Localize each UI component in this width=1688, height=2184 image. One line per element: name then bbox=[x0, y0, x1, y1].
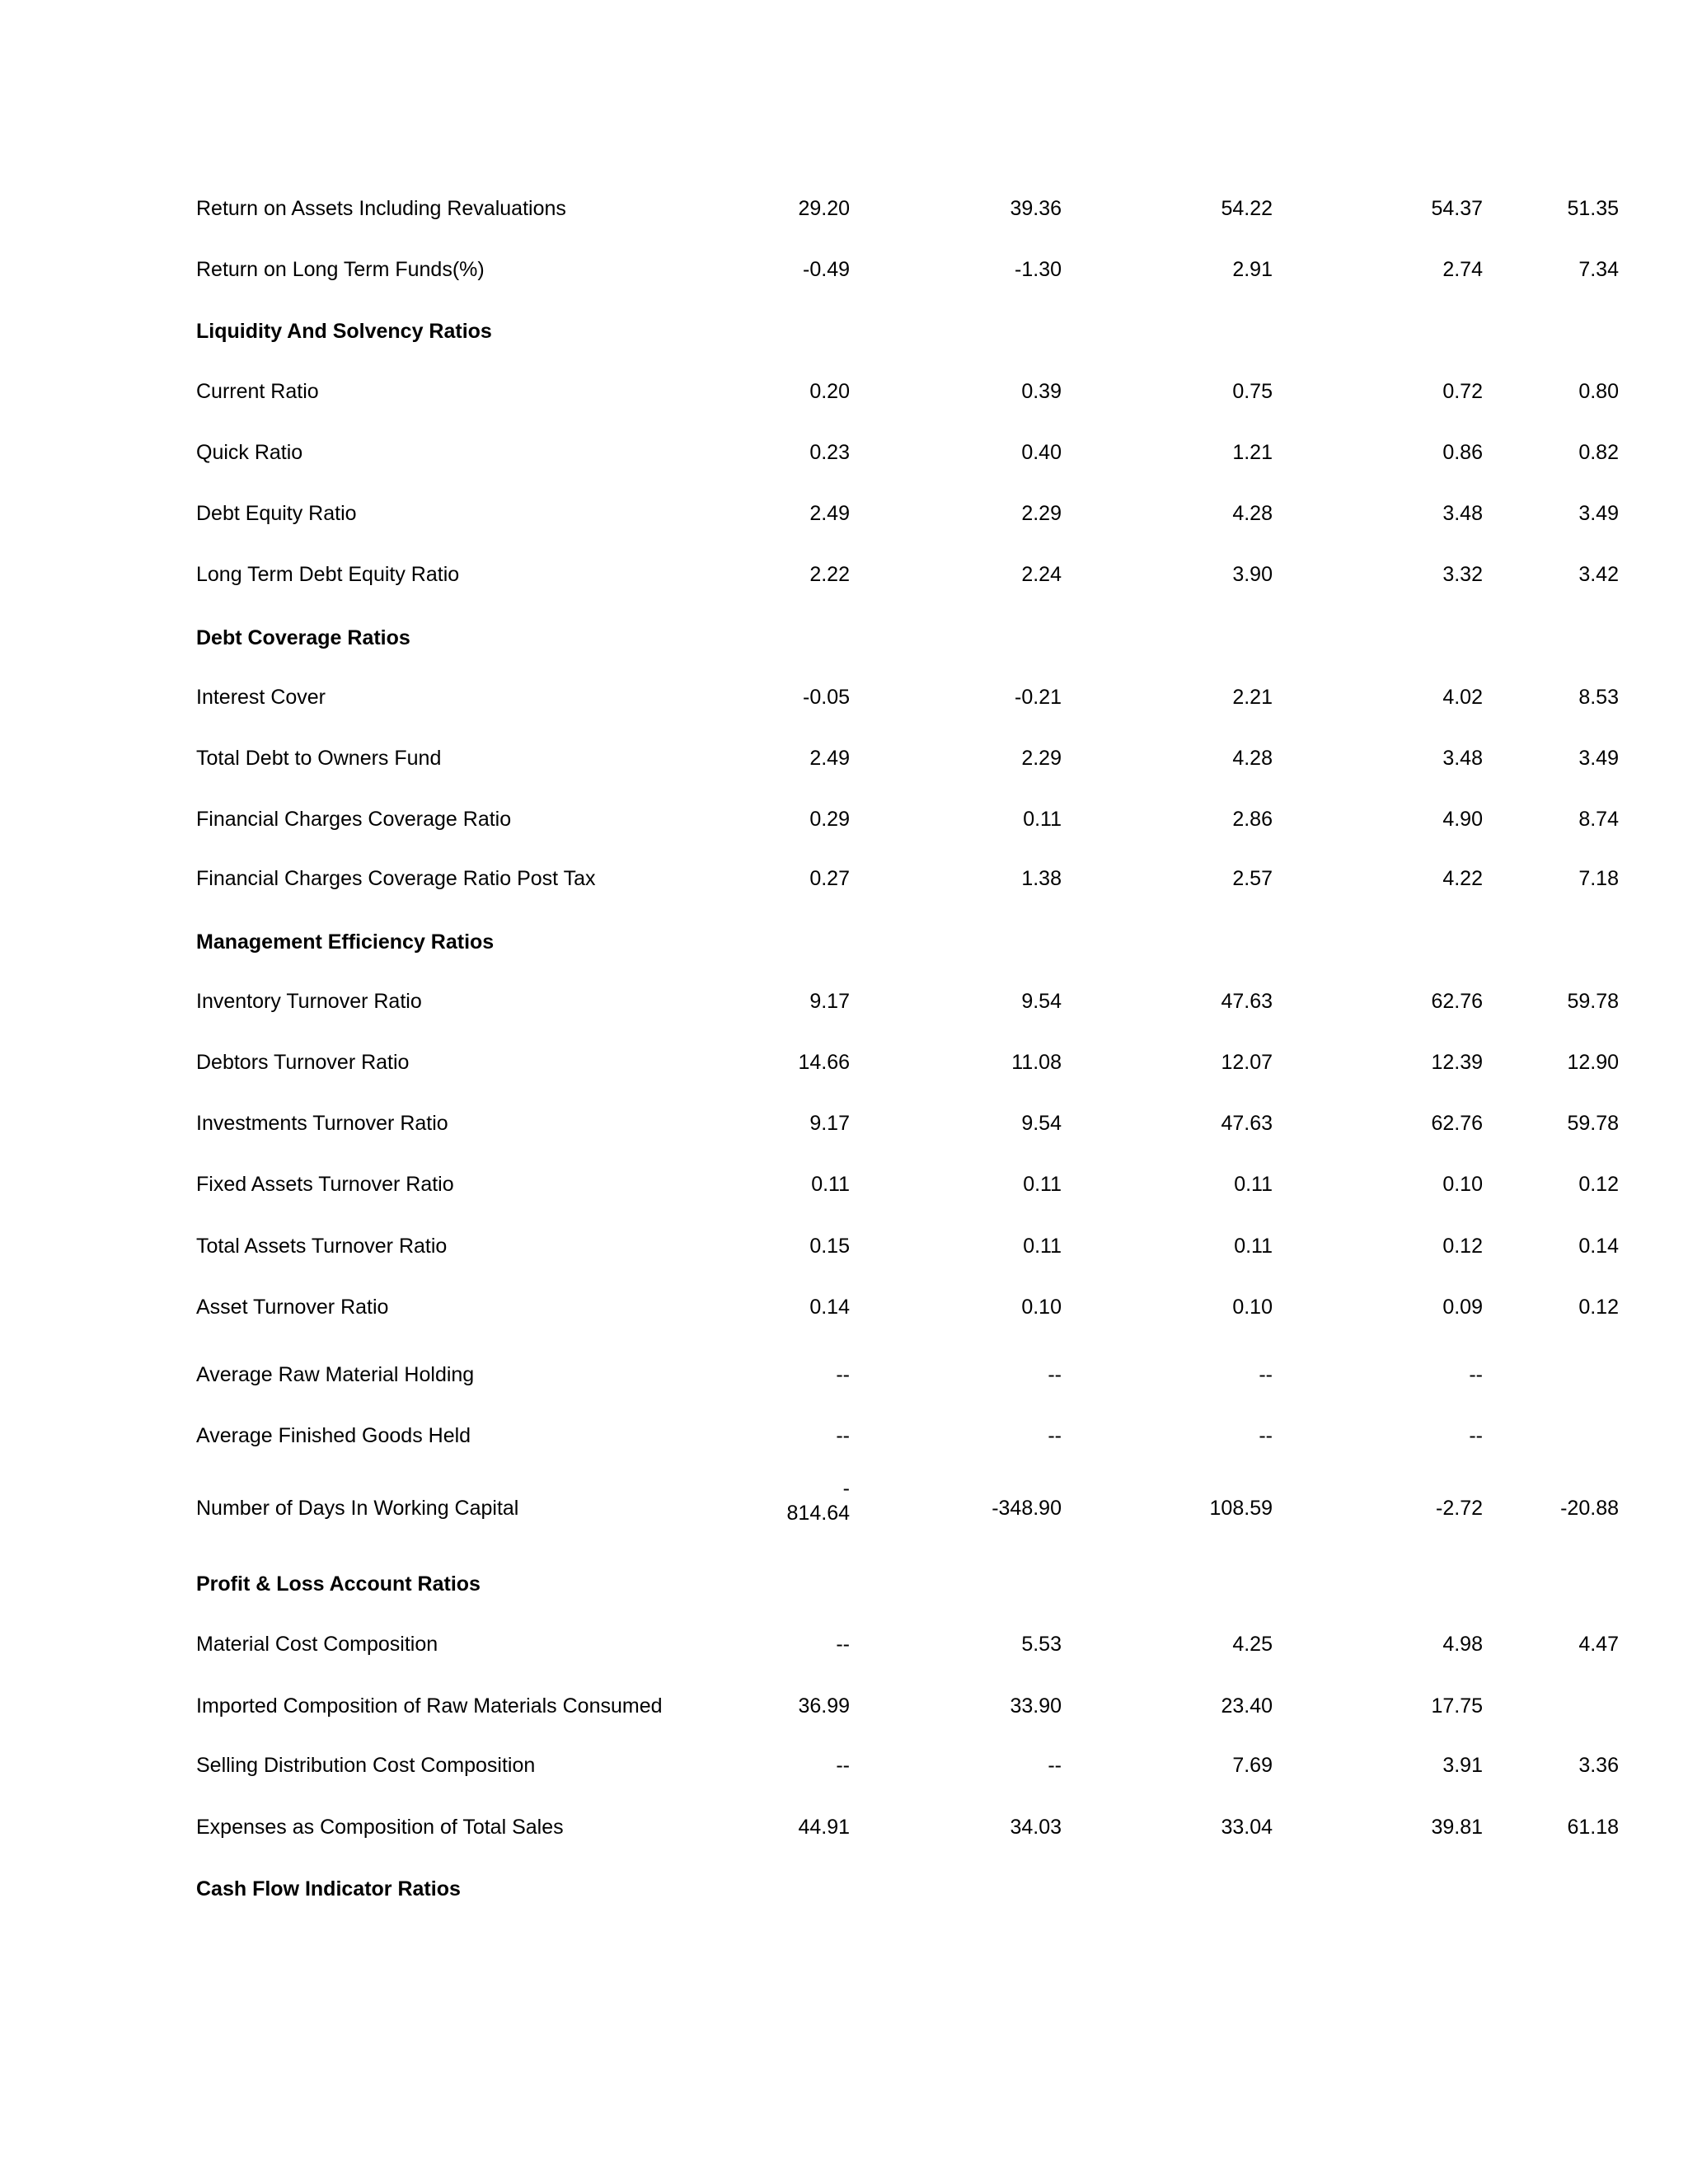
table-row bbox=[0, 1745, 1688, 1786]
row-value: 0.10 bbox=[1442, 1173, 1483, 1196]
table-row bbox=[0, 371, 1688, 412]
row-value: 51.35 bbox=[1567, 197, 1619, 220]
row-label: Inventory Turnover Ratio bbox=[196, 990, 422, 1013]
table-row bbox=[0, 1685, 1688, 1727]
row-value: 4.22 bbox=[1442, 867, 1483, 890]
row-label: Average Raw Material Holding bbox=[196, 1363, 475, 1386]
row-value: 61.18 bbox=[1567, 1816, 1619, 1839]
row-value: 3.48 bbox=[1442, 502, 1483, 525]
row-label: Interest Cover bbox=[196, 686, 326, 709]
row-value: -348.90 bbox=[992, 1497, 1062, 1520]
row-value: -- bbox=[836, 1633, 850, 1656]
row-value: 3.42 bbox=[1578, 563, 1619, 586]
row-value: 0.86 bbox=[1442, 441, 1483, 464]
row-value: 0.11 bbox=[811, 1173, 850, 1196]
row-value: 17.75 bbox=[1431, 1694, 1483, 1718]
row-value: 54.22 bbox=[1221, 197, 1273, 220]
row-value: 12.07 bbox=[1221, 1051, 1273, 1074]
table-row bbox=[0, 1286, 1688, 1328]
row-label: Current Ratio bbox=[196, 380, 319, 403]
row-label: Debtors Turnover Ratio bbox=[196, 1051, 410, 1074]
row-value: 54.37 bbox=[1431, 197, 1483, 220]
row-value: 3.90 bbox=[1232, 563, 1273, 586]
row-label: Long Term Debt Equity Ratio bbox=[196, 563, 460, 586]
row-value: -- bbox=[1469, 1363, 1483, 1386]
row-value: -- bbox=[1469, 1424, 1483, 1447]
row-value: 9.54 bbox=[1021, 990, 1062, 1013]
section-header-row bbox=[0, 1868, 1688, 1910]
row-value: 0.10 bbox=[1232, 1296, 1273, 1319]
row-value: 44.91 bbox=[798, 1816, 850, 1839]
section-header-row bbox=[0, 921, 1688, 963]
row-value: 3.48 bbox=[1442, 747, 1483, 770]
row-value: 12.39 bbox=[1431, 1051, 1483, 1074]
table-row bbox=[0, 738, 1688, 779]
row-value: 0.12 bbox=[1578, 1296, 1619, 1319]
row-value: 4.90 bbox=[1442, 808, 1483, 831]
row-label: Number of Days In Working Capital bbox=[196, 1497, 519, 1520]
row-value: -- bbox=[1048, 1363, 1062, 1386]
row-value: 0.11 bbox=[1234, 1173, 1273, 1196]
row-value: 11.08 bbox=[1011, 1051, 1062, 1074]
section-header: Cash Flow Indicator Ratios bbox=[196, 1877, 461, 1900]
section-header-row bbox=[0, 311, 1688, 352]
row-value: 0.12 bbox=[1442, 1235, 1483, 1258]
row-value: -- bbox=[1048, 1424, 1062, 1447]
row-value: 2.22 bbox=[809, 563, 850, 586]
row-value: 9.17 bbox=[809, 990, 850, 1013]
row-value: 62.76 bbox=[1431, 990, 1483, 1013]
table-row bbox=[0, 1103, 1688, 1144]
row-value: 2.74 bbox=[1442, 258, 1483, 281]
table-row bbox=[0, 249, 1688, 290]
row-value: 4.28 bbox=[1232, 747, 1273, 770]
row-value: 2.57 bbox=[1232, 867, 1273, 890]
row-value: 0.15 bbox=[809, 1235, 850, 1258]
row-value: 62.76 bbox=[1431, 1112, 1483, 1135]
row-value: 34.03 bbox=[1010, 1816, 1062, 1839]
row-label: Return on Long Term Funds(%) bbox=[196, 258, 485, 281]
row-label: Selling Distribution Cost Composition bbox=[196, 1754, 536, 1777]
row-value: 0.29 bbox=[809, 808, 850, 831]
row-value: 0.11 bbox=[1023, 1173, 1062, 1196]
row-value: 0.11 bbox=[1023, 808, 1062, 831]
table-row bbox=[0, 1624, 1688, 1665]
row-value-part: 814.64 bbox=[786, 1502, 850, 1525]
row-label: Fixed Assets Turnover Ratio bbox=[196, 1173, 454, 1196]
row-value: 2.21 bbox=[1232, 686, 1273, 709]
table-row bbox=[0, 188, 1688, 229]
row-value: 0.11 bbox=[1234, 1235, 1273, 1258]
row-value: -0.49 bbox=[803, 258, 850, 281]
row-label: Expenses as Composition of Total Sales bbox=[196, 1816, 564, 1839]
row-value: 2.49 bbox=[809, 502, 850, 525]
row-value: 2.91 bbox=[1232, 258, 1273, 281]
row-value: 0.23 bbox=[809, 441, 850, 464]
row-label: Total Debt to Owners Fund bbox=[196, 747, 442, 770]
row-value: 9.17 bbox=[809, 1112, 850, 1135]
row-value: 5.53 bbox=[1021, 1633, 1062, 1656]
table-row bbox=[0, 1477, 1688, 1529]
row-value: 0.72 bbox=[1442, 380, 1483, 403]
row-value: 0.40 bbox=[1021, 441, 1062, 464]
row-value: 39.36 bbox=[1010, 197, 1062, 220]
section-header: Debt Coverage Ratios bbox=[196, 626, 410, 649]
row-value: 0.12 bbox=[1578, 1173, 1619, 1196]
section-header: Management Efficiency Ratios bbox=[196, 930, 495, 954]
table-row bbox=[0, 858, 1688, 899]
table-row bbox=[0, 1807, 1688, 1848]
row-value: 0.14 bbox=[809, 1296, 850, 1319]
row-label: Material Cost Composition bbox=[196, 1633, 438, 1656]
row-value: 33.04 bbox=[1221, 1816, 1273, 1839]
row-value: -20.88 bbox=[1560, 1497, 1619, 1520]
row-value: -0.05 bbox=[803, 686, 850, 709]
row-value: 3.49 bbox=[1578, 502, 1619, 525]
row-value: 3.36 bbox=[1578, 1754, 1619, 1777]
row-value: 0.11 bbox=[1023, 1235, 1062, 1258]
row-label: Investments Turnover Ratio bbox=[196, 1112, 448, 1135]
row-value bbox=[1437, 1415, 1619, 1456]
row-value: -1.30 bbox=[1015, 258, 1062, 281]
row-value: -- bbox=[1259, 1424, 1273, 1447]
table-row bbox=[0, 677, 1688, 718]
row-value bbox=[668, 1476, 850, 1526]
table-row bbox=[0, 493, 1688, 534]
table-row bbox=[0, 1415, 1688, 1456]
table-row bbox=[0, 1042, 1688, 1083]
row-value: 12.90 bbox=[1567, 1051, 1619, 1074]
row-label: Average Finished Goods Held bbox=[196, 1424, 471, 1447]
row-value: 4.98 bbox=[1442, 1633, 1483, 1656]
row-value: 47.63 bbox=[1221, 990, 1273, 1013]
table-row bbox=[0, 981, 1688, 1022]
row-value: 2.29 bbox=[1021, 502, 1062, 525]
row-value: 0.14 bbox=[1578, 1235, 1619, 1258]
table-row bbox=[0, 1164, 1688, 1205]
row-value: 2.29 bbox=[1021, 747, 1062, 770]
row-value: 4.28 bbox=[1232, 502, 1273, 525]
row-label: Quick Ratio bbox=[196, 441, 303, 464]
row-label: Imported Composition of Raw Materials Consumed bbox=[196, 1694, 663, 1718]
row-value: 0.39 bbox=[1021, 380, 1062, 403]
row-value: 8.53 bbox=[1578, 686, 1619, 709]
row-value bbox=[1437, 1354, 1619, 1395]
row-value: 2.86 bbox=[1232, 808, 1273, 831]
row-value: 0.10 bbox=[1021, 1296, 1062, 1319]
table-row bbox=[0, 432, 1688, 473]
row-value: 4.02 bbox=[1442, 686, 1483, 709]
row-value: 47.63 bbox=[1221, 1112, 1273, 1135]
row-value: 3.49 bbox=[1578, 747, 1619, 770]
table-row bbox=[0, 1354, 1688, 1395]
table-row bbox=[0, 799, 1688, 840]
row-value: -- bbox=[1048, 1754, 1062, 1777]
row-value: 4.47 bbox=[1578, 1633, 1619, 1656]
row-value: 1.38 bbox=[1021, 867, 1062, 890]
row-value: 7.69 bbox=[1232, 1754, 1273, 1777]
row-value: 39.81 bbox=[1431, 1816, 1483, 1839]
table-row bbox=[0, 1226, 1688, 1267]
row-value: 108.59 bbox=[1209, 1497, 1273, 1520]
row-label: Asset Turnover Ratio bbox=[196, 1296, 389, 1319]
row-value: 3.91 bbox=[1442, 1754, 1483, 1777]
row-value: 0.80 bbox=[1578, 380, 1619, 403]
row-value: 36.99 bbox=[798, 1694, 850, 1718]
row-label: Debt Equity Ratio bbox=[196, 502, 357, 525]
row-value-part: - bbox=[842, 1477, 850, 1500]
row-value: 9.54 bbox=[1021, 1112, 1062, 1135]
section-header-row bbox=[0, 617, 1688, 658]
row-value: 33.90 bbox=[1010, 1694, 1062, 1718]
row-value: 0.09 bbox=[1442, 1296, 1483, 1319]
row-label: Financial Charges Coverage Ratio Post Tax bbox=[196, 867, 596, 890]
row-label: Financial Charges Coverage Ratio bbox=[196, 808, 512, 831]
row-value: 7.18 bbox=[1578, 867, 1619, 890]
row-value: 0.27 bbox=[809, 867, 850, 890]
row-value bbox=[1437, 1685, 1619, 1727]
row-value: -2.72 bbox=[1436, 1497, 1483, 1520]
table-row bbox=[0, 554, 1688, 595]
row-label: Total Assets Turnover Ratio bbox=[196, 1235, 448, 1258]
row-value: -0.21 bbox=[1015, 686, 1062, 709]
row-value: 0.82 bbox=[1578, 441, 1619, 464]
row-value: 4.25 bbox=[1232, 1633, 1273, 1656]
row-label: Return on Assets Including Revaluations bbox=[196, 197, 566, 220]
row-value: 59.78 bbox=[1567, 990, 1619, 1013]
row-value: -- bbox=[836, 1754, 850, 1777]
row-value: -- bbox=[836, 1363, 850, 1386]
section-header-row bbox=[0, 1563, 1688, 1605]
row-value: 0.75 bbox=[1232, 380, 1273, 403]
row-value: 1.21 bbox=[1232, 441, 1273, 464]
row-value: 29.20 bbox=[798, 197, 850, 220]
row-value: 2.49 bbox=[809, 747, 850, 770]
row-value: -- bbox=[1259, 1363, 1273, 1386]
row-value: 23.40 bbox=[1221, 1694, 1273, 1718]
row-value: 8.74 bbox=[1578, 808, 1619, 831]
row-value: 0.20 bbox=[809, 380, 850, 403]
row-value: 14.66 bbox=[798, 1051, 850, 1074]
row-value: -- bbox=[836, 1424, 850, 1447]
row-value: 59.78 bbox=[1567, 1112, 1619, 1135]
row-value: 7.34 bbox=[1578, 258, 1619, 281]
row-value: 3.32 bbox=[1442, 563, 1483, 586]
section-header: Profit & Loss Account Ratios bbox=[196, 1572, 481, 1596]
section-header: Liquidity And Solvency Ratios bbox=[196, 320, 492, 343]
row-value: 2.24 bbox=[1021, 563, 1062, 586]
